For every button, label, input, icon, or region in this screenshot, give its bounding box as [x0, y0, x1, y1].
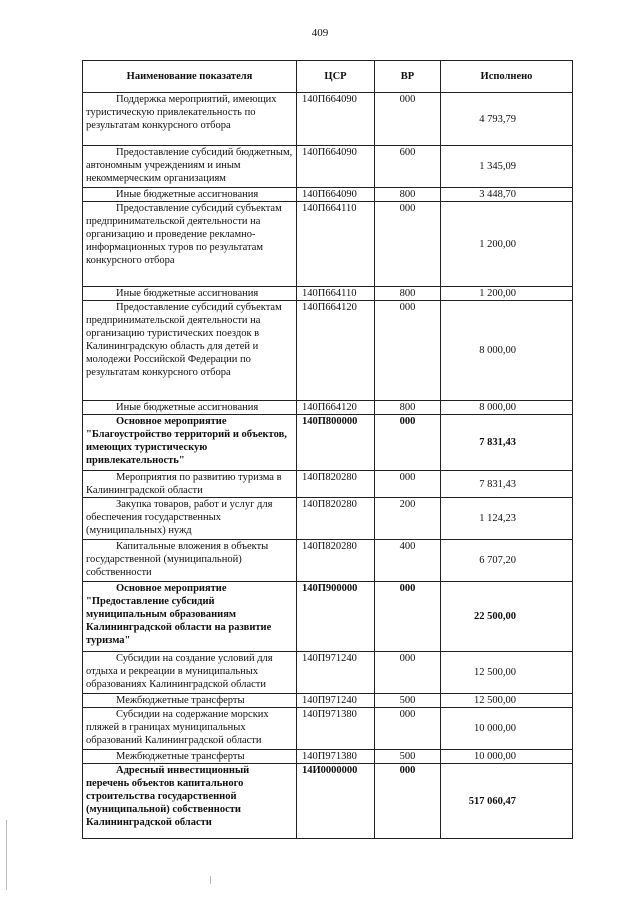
row-vr: 000	[375, 764, 441, 839]
scan-margin-mark	[6, 820, 7, 890]
header-name: Наименование показателя	[83, 61, 297, 93]
header-csr: ЦСР	[297, 61, 375, 93]
table-row	[83, 498, 573, 540]
row-amount: 517 060,47	[441, 764, 573, 839]
row-name: Предоставление субсидий субъектам предпринимательской деятельности на организацию туристических поездок в Калининградскую область для детей и молодежи Российской Федерации по результатам конкурсного отбора	[83, 301, 297, 401]
table-row	[83, 287, 573, 301]
table-row	[83, 652, 573, 694]
table-row	[83, 694, 573, 708]
row-csr: 140П664120	[297, 301, 375, 401]
row-vr: 800	[375, 188, 441, 202]
row-vr: 000	[375, 415, 441, 471]
row-name: Межбюджетные трансферты	[83, 694, 297, 708]
budget-table	[82, 60, 573, 839]
table-row-section	[83, 582, 573, 652]
row-csr: 14И0000000	[297, 764, 375, 839]
table-row	[83, 301, 573, 401]
scan-bottom-mark	[210, 876, 211, 884]
row-csr: 140П664090	[297, 188, 375, 202]
header-executed: Исполнено	[441, 61, 573, 93]
table-row-section	[83, 764, 573, 839]
row-amount: 10 000,00	[441, 750, 573, 764]
row-vr: 000	[375, 471, 441, 498]
row-csr: 140П664110	[297, 202, 375, 287]
row-csr: 140П664110	[297, 287, 375, 301]
row-amount: 12 500,00	[441, 694, 573, 708]
row-vr: 000	[375, 301, 441, 401]
row-amount: 1 124,23	[441, 498, 573, 540]
row-name: Иные бюджетные ассигнования	[83, 188, 297, 202]
row-csr: 140П971240	[297, 652, 375, 694]
row-vr: 500	[375, 694, 441, 708]
row-csr: 140П664120	[297, 401, 375, 415]
table-row	[83, 202, 573, 287]
row-vr: 500	[375, 750, 441, 764]
row-vr: 800	[375, 287, 441, 301]
row-amount: 1 200,00	[441, 287, 573, 301]
header-vr: ВР	[375, 61, 441, 93]
row-amount: 12 500,00	[441, 652, 573, 694]
row-amount: 1 200,00	[441, 202, 573, 287]
row-amount: 4 793,79	[441, 93, 573, 146]
row-name: Предоставление субсидий бюджетным, автономным учреждениям и иным некоммерческим организациям	[83, 146, 297, 188]
row-vr: 000	[375, 93, 441, 146]
row-amount: 7 831,43	[441, 415, 573, 471]
row-name: Предоставление субсидий субъектам предпринимательской деятельности на организацию и проведение рекламно-информационных туров по результатам конкурсного отбора	[83, 202, 297, 287]
row-name: Поддержка мероприятий, имеющих туристическую привлекательность по результатам конкурсного отбора	[83, 93, 297, 146]
row-csr: 140П971380	[297, 708, 375, 750]
row-amount: 22 500,00	[441, 582, 573, 652]
table-row	[83, 146, 573, 188]
row-amount: 1 345,09	[441, 146, 573, 188]
row-vr: 600	[375, 146, 441, 188]
row-name: Адресный инвестиционный перечень объектов капитального строительства государственной (муниципальной) собственности Калининградской области	[83, 764, 297, 839]
row-csr: 140П820280	[297, 540, 375, 582]
row-vr: 000	[375, 652, 441, 694]
row-amount: 6 707,20	[441, 540, 573, 582]
page-number: 409	[311, 27, 329, 39]
row-csr: 140П664090	[297, 146, 375, 188]
row-amount: 8 000,00	[441, 401, 573, 415]
row-name: Основное мероприятие "Благоустройство территорий и объектов, имеющих туристическую привлекательность"	[83, 415, 297, 471]
table-row-section	[83, 415, 573, 471]
row-name: Основное мероприятие "Предоставление субсидий муниципальным образованиям Калининградской области на развитие туризма"	[83, 582, 297, 652]
row-vr: 000	[375, 708, 441, 750]
table-row	[83, 93, 573, 146]
row-name: Межбюджетные трансферты	[83, 750, 297, 764]
row-vr: 200	[375, 498, 441, 540]
row-amount: 7 831,43	[441, 471, 573, 498]
row-vr: 800	[375, 401, 441, 415]
table-row	[83, 708, 573, 750]
table-row	[83, 188, 573, 202]
row-vr: 000	[375, 202, 441, 287]
row-name: Иные бюджетные ассигнования	[83, 401, 297, 415]
row-vr: 000	[375, 582, 441, 652]
row-csr: 140П900000	[297, 582, 375, 652]
row-vr: 400	[375, 540, 441, 582]
row-name: Закупка товаров, работ и услуг для обеспечения государственных (муниципальных) нужд	[83, 498, 297, 540]
table-row	[83, 401, 573, 415]
row-csr: 140П800000	[297, 415, 375, 471]
row-csr: 140П820280	[297, 498, 375, 540]
table-row	[83, 750, 573, 764]
row-csr: 140П971380	[297, 750, 375, 764]
row-name: Субсидии на содержание морских пляжей в границах муниципальных образований Калининградской области	[83, 708, 297, 750]
row-amount: 10 000,00	[441, 708, 573, 750]
table-row	[83, 471, 573, 498]
row-name: Субсидии на создание условий для отдыха и рекреации в муниципальных образованиях Калининградской области	[83, 652, 297, 694]
table-header-row	[83, 61, 573, 93]
row-name: Капитальные вложения в объекты государственной (муниципальной) собственности	[83, 540, 297, 582]
row-amount: 3 448,70	[441, 188, 573, 202]
row-csr: 140П664090	[297, 93, 375, 146]
row-name: Иные бюджетные ассигнования	[83, 287, 297, 301]
row-name: Мероприятия по развитию туризма в Калининградской области	[83, 471, 297, 498]
row-csr: 140П820280	[297, 471, 375, 498]
row-amount: 8 000,00	[441, 301, 573, 401]
table-row	[83, 540, 573, 582]
row-csr: 140П971240	[297, 694, 375, 708]
